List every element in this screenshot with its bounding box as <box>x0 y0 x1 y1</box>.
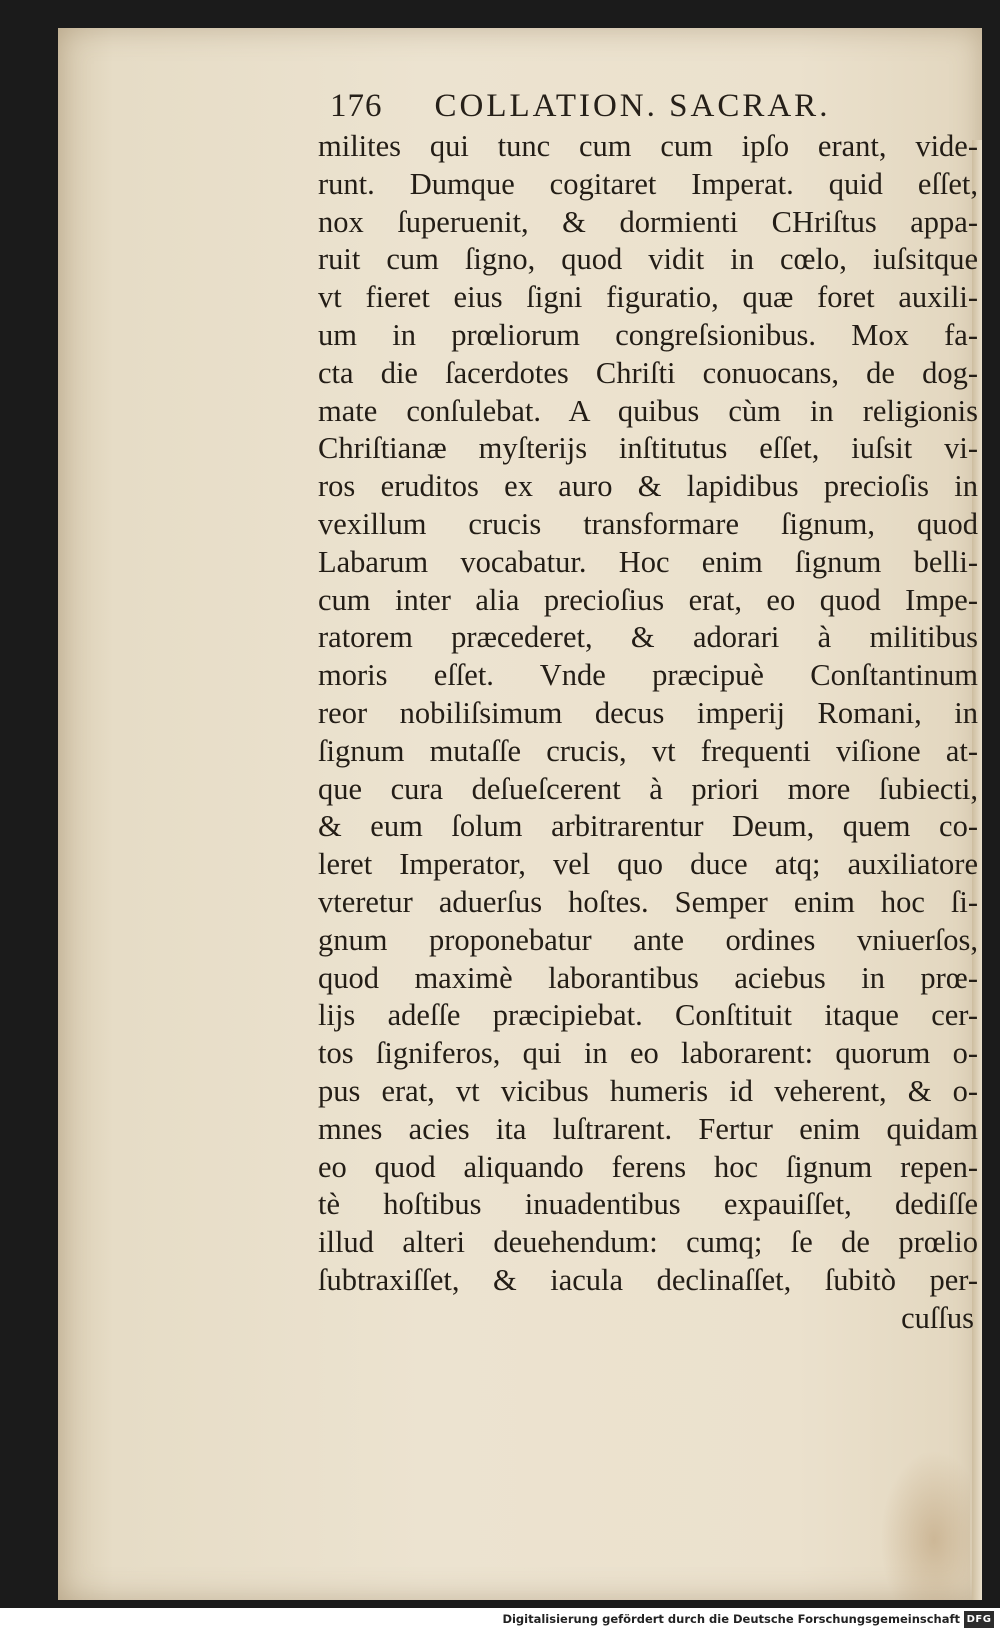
catchword: cuſſus <box>901 1300 974 1335</box>
dfg-logo: DFG <box>964 1611 994 1628</box>
text-line: um in prœliorum congreſsionibus. Mox fa- <box>318 317 978 352</box>
text-line: vt fieret eius ſigni figuratio, quæ foret auxili- <box>318 280 978 315</box>
text-line: quod maximè laborantibus aciebus in prœ- <box>318 960 978 995</box>
text-line: nox ſuperuenit, & dormienti CHriſtus appa- <box>318 204 978 239</box>
text-line: tos ſigniferos, qui in eo laborarent: quorum o- <box>318 1036 978 1071</box>
text-line: vexillum crucis transformare ſignum, quod <box>318 506 978 541</box>
body-text <box>318 128 978 1338</box>
page-stain <box>880 1450 970 1600</box>
text-line: mate conſulebat. A quibus cùm in religionis <box>318 393 978 428</box>
text-line: vteretur aduerſus hoſtes. Semper enim hoc ſi- <box>318 884 978 919</box>
text-line: moris eſſet. Vnde præcipuè Conſtantinum <box>318 658 978 693</box>
text-line: Labarum vocabatur. Hoc enim ſignum belli- <box>318 544 978 579</box>
text-line: eo quod aliquando ferens hoc ſignum repen- <box>318 1149 978 1184</box>
text-line: lijs adeſſe præcipiebat. Conſtituit itaque cer- <box>318 998 978 1033</box>
funding-credit: Digitalisierung gefördert durch die Deutsche Forschungsgemeinschaft <box>502 1612 960 1626</box>
text-line: gnum proponebatur ante ordines vniuerſos, <box>318 922 978 957</box>
text-line: pus erat, vt vicibus humeris id veherent, & o- <box>318 1073 978 1108</box>
text-line: Chriſtianæ myſterijs inſtitutus eſſet, iuſsit vi- <box>318 431 978 466</box>
text-line: leret Imperator, vel quo duce atq; auxiliatore <box>318 847 978 882</box>
text-line: ſubtraxiſſet, & iacula declinaſſet, ſubitò per- <box>318 1262 978 1297</box>
text-line: ratorem præcederet, & adorari à militibus <box>318 620 978 655</box>
text-line: ros eruditos ex auro & lapidibus precioſis in <box>318 469 978 504</box>
text-line: mnes acies ita luſtrarent. Fertur enim quidam <box>318 1111 978 1146</box>
text-line: runt. Dumque cogitaret Imperat. quid eſſet, <box>318 166 978 201</box>
text-line: cta die ſacerdotes Chriſti conuocans, de dog- <box>318 355 978 390</box>
running-title: COLLATION. SACRAR. <box>434 88 831 124</box>
text-line: ruit cum ſigno, quod vidit in cœlo, iuſsitque <box>318 242 978 277</box>
text-line: milites qui tunc cum cum ipſo erant, vide- <box>318 129 978 163</box>
page-number: 176 <box>330 88 383 124</box>
text-line: reor nobiliſsimum decus imperij Romani, in <box>318 695 978 730</box>
text-line: & eum ſolum arbitrarentur Deum, quem co- <box>318 809 978 844</box>
text-line: ſignum mutaſſe crucis, vt frequenti viſione at- <box>318 733 978 768</box>
digitization-footer <box>0 1608 1000 1632</box>
text-line: tè hoſtibus inuadentibus expauiſſet, dediſſe <box>318 1187 978 1222</box>
text-line: cum inter alia precioſius erat, eo quod Impe- <box>318 582 978 617</box>
text-line: que cura deſueſcerent à priori more ſubiecti, <box>318 771 978 806</box>
text-line: illud alteri deuehendum: cumq; ſe de prœlio <box>318 1225 978 1260</box>
